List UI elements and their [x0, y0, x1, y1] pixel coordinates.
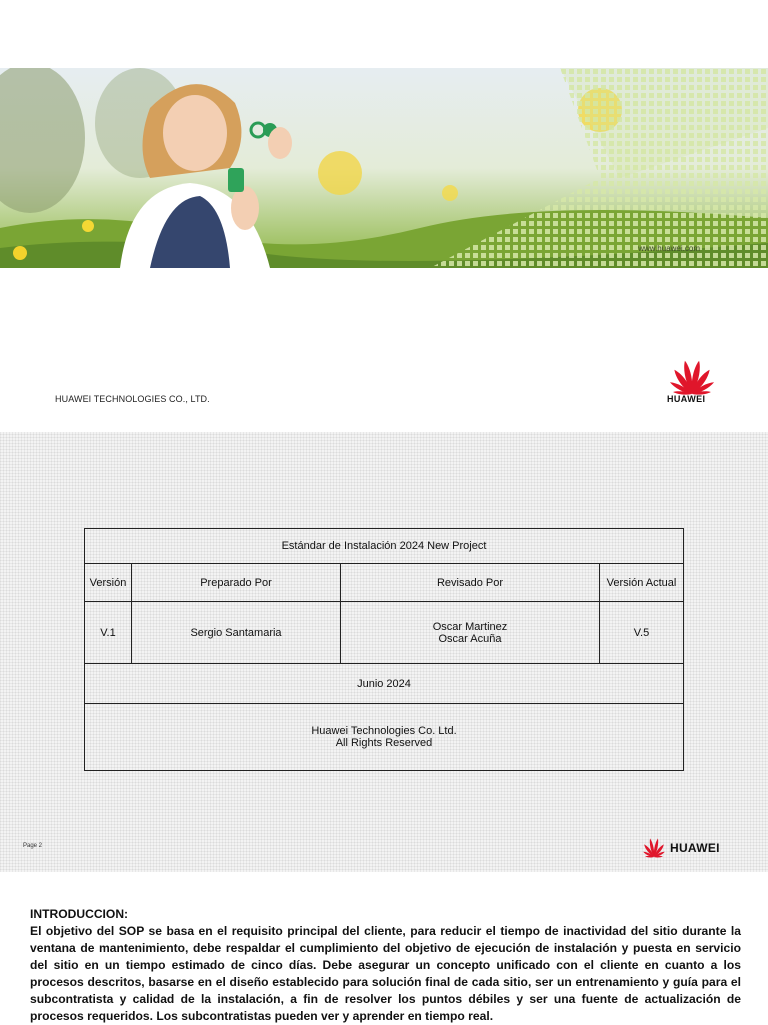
- company-name: HUAWEI TECHNOLOGIES CO., LTD.: [55, 394, 210, 404]
- huawei-petals-icon: [664, 356, 720, 396]
- cover-banner-image: [0, 68, 768, 268]
- header-version: Versión: [85, 564, 132, 602]
- huawei-logo: [664, 356, 720, 406]
- cell-version: V.1: [85, 602, 132, 664]
- huawei-petals-icon: [640, 836, 668, 858]
- cell-reviewed-by: [341, 602, 600, 664]
- header-current-version: Versión Actual: [600, 564, 684, 602]
- introduction-section: [30, 906, 741, 1025]
- document-info-page: [0, 432, 768, 872]
- introduction-page: [0, 872, 768, 1024]
- reviewer-1: Oscar Martinez: [432, 620, 508, 633]
- page-number: Page 2: [23, 843, 43, 849]
- introduction-body: El objetivo del SOP se basa en el requisito principal del cliente, para reducir el tiempo de inactividad del sitio durante la ventana de mantenimiento, debe respaldar el cumplimiento del objetivo de ejecución de instalación y puesta en servicio del sitio en un tiempo estimado de cinco días. Debe asegurar un concepto unificado con el cliente en cuanto a los procesos descritos, basarse en el diseño establecido para solución final de cada sitio, ser un entrenamiento y guía para el subcontratista y calidad de la instalación, a fin de resolver los puntos débiles y ser una fuente de actualización de procesos requeridos. Los subcontratistas pueden ver y aprender en tiempo real.: [30, 924, 741, 1023]
- cell-date: Junio 2024: [85, 664, 684, 704]
- logo-wordmark: HUAWEI: [667, 394, 706, 404]
- header-reviewed-by: Revisado Por: [341, 564, 600, 602]
- rights-reserved: All Rights Reserved: [335, 737, 433, 749]
- table-title: Estándar de Instalación 2024 New Project: [85, 529, 684, 564]
- cell-prepared-by: Sergio Santamaria: [132, 602, 341, 664]
- cell-current-version: V.5: [600, 602, 684, 664]
- document-info-table: [84, 528, 684, 771]
- cover-page: [0, 0, 768, 432]
- reviewer-2: Oscar Acuña: [438, 632, 502, 645]
- introduction-heading: INTRODUCCION:: [30, 907, 129, 921]
- website-url: www.huawei.com: [638, 244, 700, 253]
- rights-company: Huawei Technologies Co. Ltd.: [311, 725, 457, 737]
- logo-wordmark: HUAWEI: [670, 841, 720, 855]
- banner-illustration: [0, 68, 768, 268]
- huawei-logo-small: [640, 836, 730, 858]
- header-prepared-by: Preparado Por: [132, 564, 341, 602]
- cell-rights: [85, 704, 684, 771]
